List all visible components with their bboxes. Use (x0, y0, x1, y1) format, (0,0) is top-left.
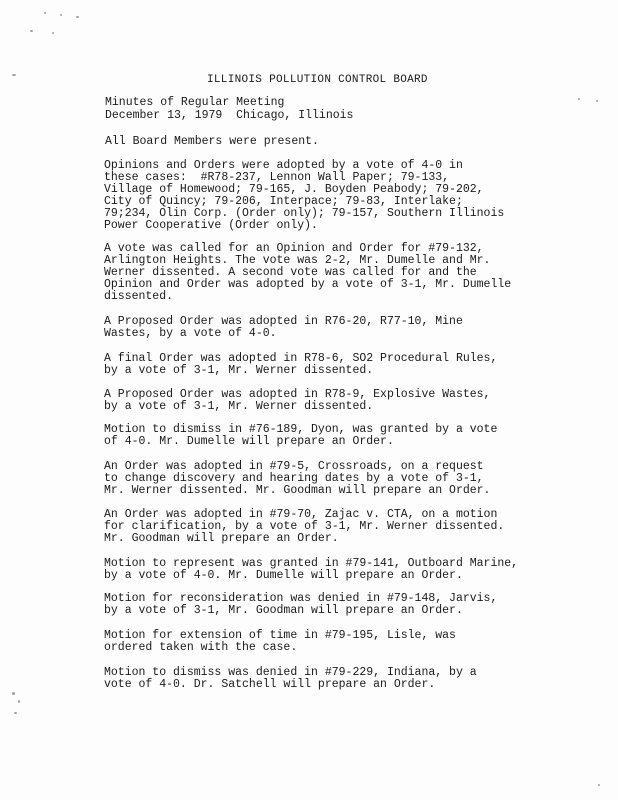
scan-speck (60, 14, 62, 16)
meeting-date-location: December 13, 1979 Chicago, Illinois (105, 109, 354, 122)
scan-speck (30, 30, 33, 32)
scan-speck (52, 32, 54, 34)
paragraph-line: by a vote of 3-1, Mr. Goodman will prepare an Order. (104, 604, 463, 617)
scan-speck (12, 692, 15, 695)
scan-speck (598, 784, 600, 786)
paragraph-line: vote of 4-0. Dr. Satchell will prepare an Order. (104, 678, 436, 691)
scan-speck (578, 98, 580, 100)
minutes-paragraph (104, 558, 524, 582)
paragraph-line: Mr. Werner dissented. Mr. Goodman will prepare an Order. (104, 484, 491, 497)
minutes-paragraph (104, 667, 524, 691)
paragraph-line: Motion to dismiss was denied in #79-229, Indiana, by a (104, 666, 477, 679)
scan-speck (596, 100, 598, 102)
paragraph-line: Motion for extension of time in #79-195, Lisle, was (104, 629, 456, 642)
paragraph-line: Opinions and Orders were adopted by a vote of 4-0 in (104, 159, 463, 172)
document-title: ILLINOIS POLLUTION CONTROL BOARD (207, 74, 428, 86)
paragraph-line: Power Cooperative (Order only). (104, 219, 318, 232)
paragraph-line: Motion to dismiss in #76-189, Dyon, was granted by a vote (104, 423, 498, 436)
meeting-type: Minutes of Regular Meeting (105, 96, 285, 109)
paragraph-line: dissented. (104, 290, 174, 303)
paragraph-line: by a vote of 3-1, Mr. Werner dissented. (104, 400, 374, 413)
paragraph-line: Opinion and Order was adopted by a vote of 3-1, Mr. Dumelle (104, 278, 512, 291)
paragraph-line: Mr. Goodman will prepare an Order. (104, 532, 339, 545)
paragraph-line: by a vote of 3-1, Mr. Werner dissented. (104, 364, 374, 377)
minutes-paragraph (104, 353, 524, 377)
paragraph-line: An Order was adopted in #79-5, Crossroads, on a request (104, 460, 484, 473)
minutes-paragraph (104, 316, 524, 340)
paragraph-line: A final Order was adopted in R78-6, SO2 Procedural Rules, (104, 352, 498, 365)
paragraph-line: A Proposed Order was adopted in R78-9, Explosive Wastes, (104, 388, 491, 401)
paragraph-line: An Order was adopted in #79-70, Zajac v. CTA, on a motion (104, 508, 498, 521)
paragraph-line: A Proposed Order was adopted in R76-20, R77-10, Mine (104, 315, 463, 328)
paragraph-line: these cases: #R78-237, Lennon Wall Paper; 79-133, (104, 171, 450, 184)
minutes-paragraph (104, 630, 524, 654)
scan-speck (76, 16, 79, 18)
paragraph-line: to change discovery and hearing dates by a vote of 3-1, (104, 472, 484, 485)
scan-speck (44, 12, 46, 14)
paragraph-line: Wastes, by a vote of 4-0. (104, 327, 277, 340)
scan-speck (14, 712, 17, 714)
paragraph-line: Werner dissented. A second vote was called for and the (104, 266, 477, 279)
paragraph-line: 79;234, Olin Corp. (Order only); 79-157, Southern Illinois (104, 207, 505, 220)
minutes-paragraph (104, 243, 524, 303)
paragraph-line: City of Quincy; 79-206, Interpace; 79-83, Interlake; (104, 195, 463, 208)
minutes-paragraph (104, 509, 524, 545)
attendance-statement: All Board Members were present. (105, 135, 319, 148)
minutes-paragraph (104, 389, 524, 413)
paragraph-line: Arlington Heights. The vote was 2-2, Mr. Dumelle and Mr. (104, 254, 491, 267)
paragraph-line: Motion for reconsideration was denied in #79-148, Jarvis, (104, 592, 498, 605)
minutes-paragraph (104, 160, 524, 232)
paragraph-line: A vote was called for an Opinion and Order for #79-132, (104, 242, 484, 255)
paragraph-line: Motion to represent was granted in #79-141, Outboard Marine, (104, 557, 519, 570)
scan-speck (18, 700, 20, 703)
paragraph-line: ordered taken with the case. (104, 641, 298, 654)
minutes-paragraph (104, 593, 524, 617)
minutes-paragraph (104, 424, 524, 448)
paragraph-line: of 4-0. Mr. Dumelle will prepare an Order. (104, 435, 394, 448)
paragraph-line: Village of Homewood; 79-165, J. Boyden Peabody; 79-202, (104, 183, 484, 196)
paragraph-line: by a vote of 4-0. Mr. Dumelle will prepare an Order. (104, 569, 463, 582)
scan-speck (12, 74, 16, 76)
minutes-paragraph (104, 461, 524, 497)
paragraph-line: for clarification, by a vote of 3-1, Mr. Werner dissented. (104, 520, 505, 533)
